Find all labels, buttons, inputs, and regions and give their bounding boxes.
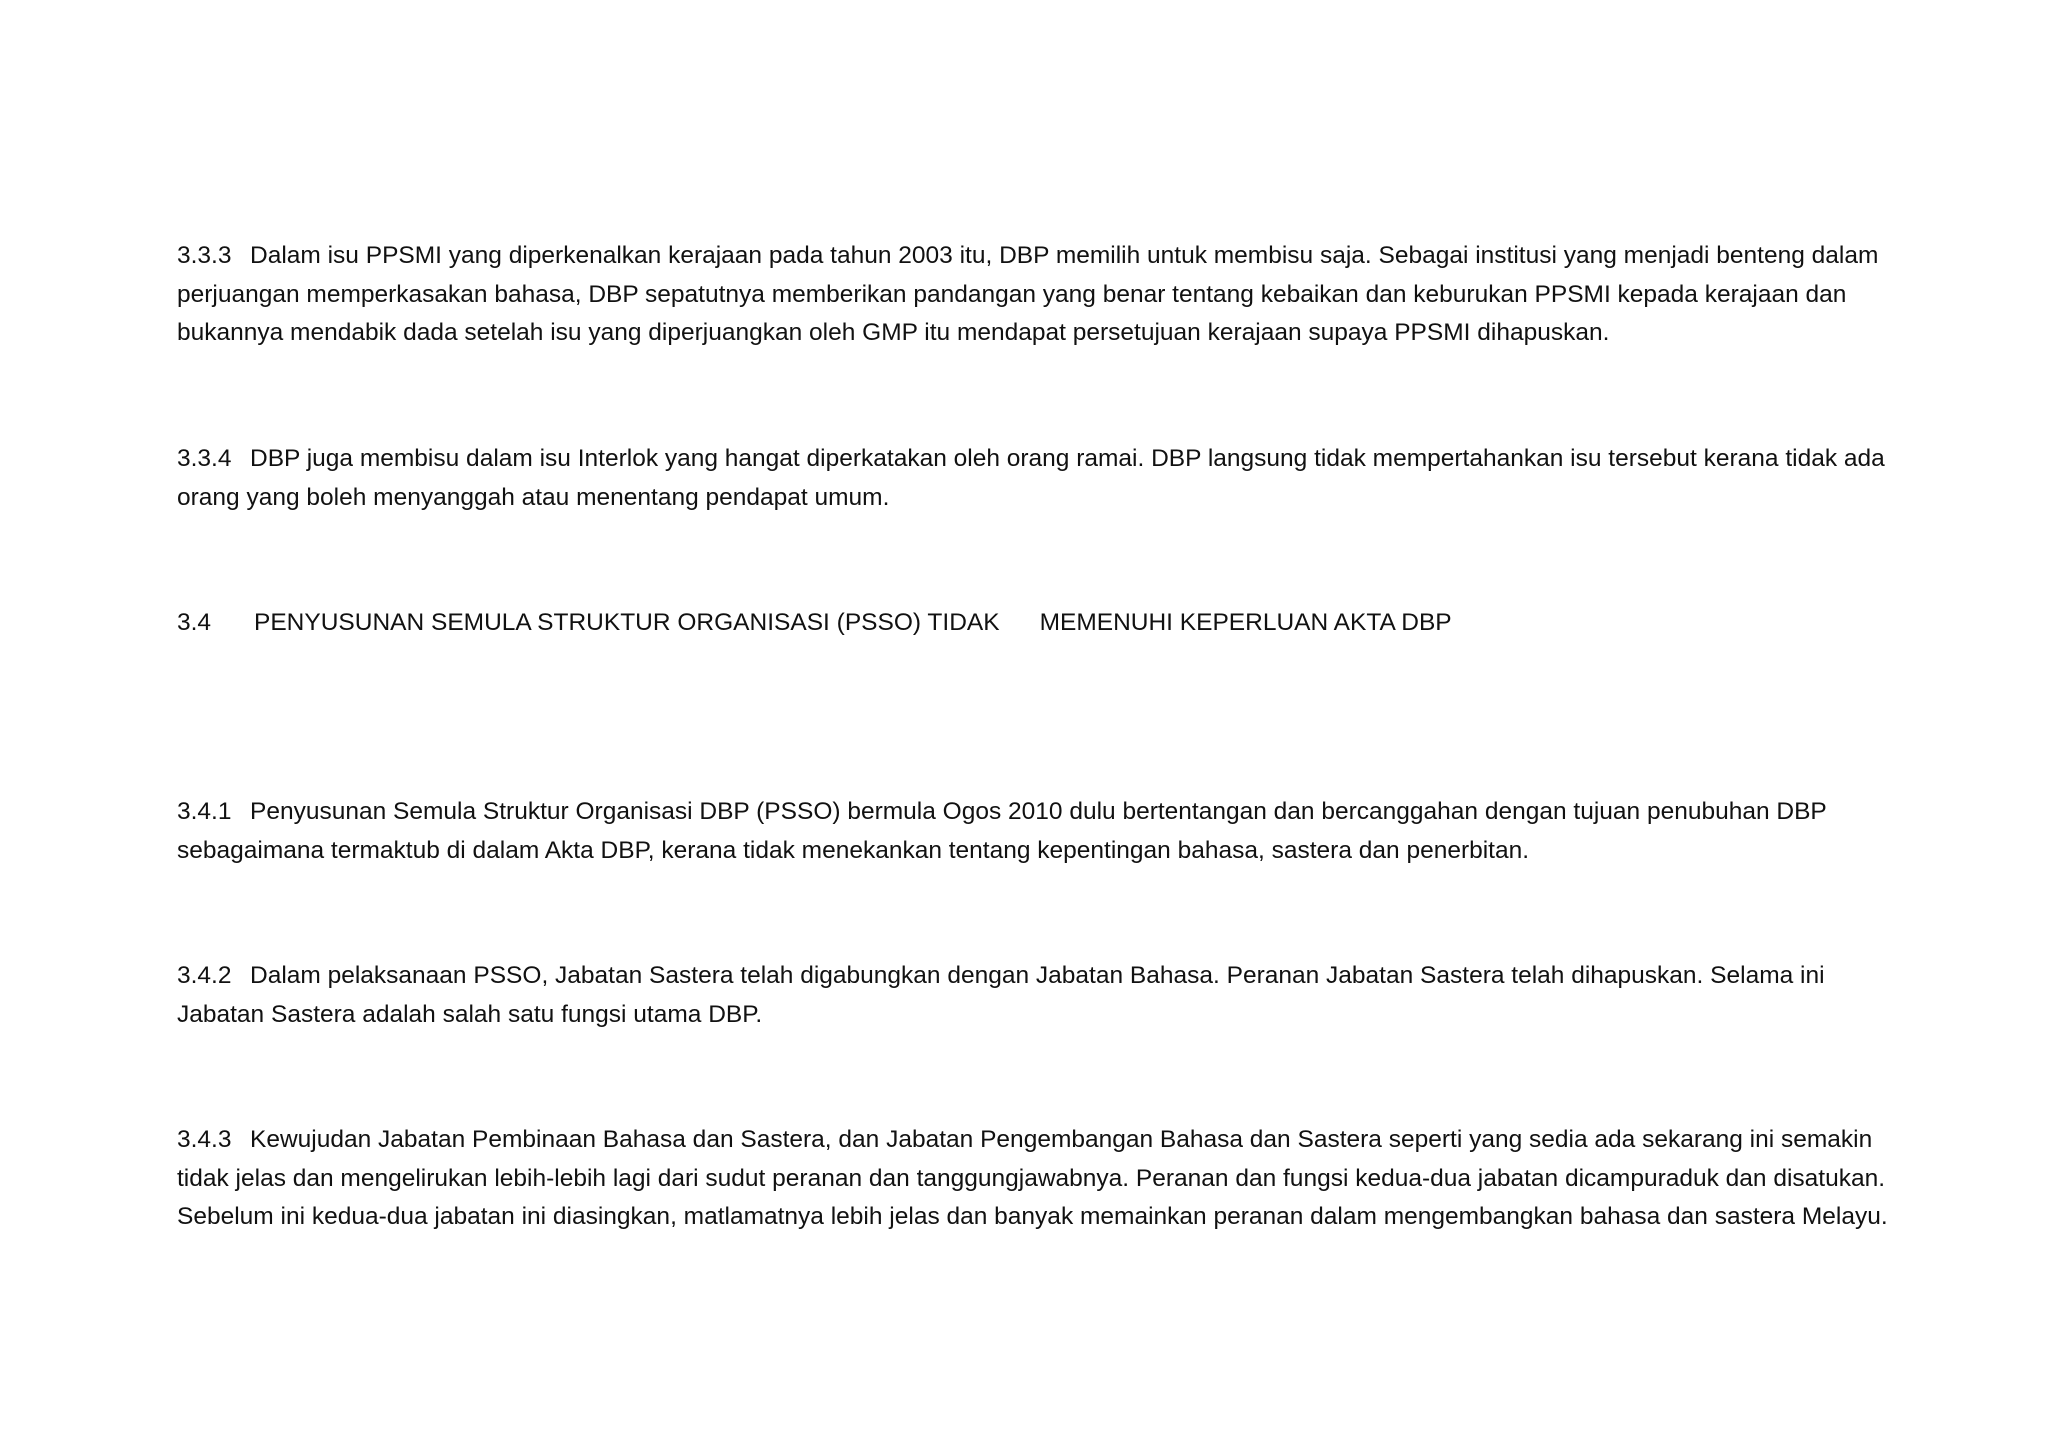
section-heading-3-4 bbox=[177, 604, 1452, 643]
paragraph-text: Dalam pelaksanaan PSSO, Jabatan Sastera telah digabungkan dengan Jabatan Bahasa. Peranan Jabatan Sastera telah dihapuskan. Selama ini Jabatan Sastera adalah salah satu fungsi utama DBP. bbox=[177, 962, 1825, 1028]
paragraph-number: 3.4.3 bbox=[177, 1126, 232, 1153]
paragraph-text: Kewujudan Jabatan Pembinaan Bahasa dan Sastera, dan Jabatan Pengembangan Bahasa dan Sastera seperti yang sedia ada sekarang ini semakin tidak jelas dan mengelirukan lebih-lebih lagi dari sudut peranan dan tanggungjawabnya. Peranan dan fungsi kedua-dua jabatan dicampuraduk dan disatukan. Sebelum ini kedua-dua jabatan ini diasingkan, matlamatnya lebih jelas dan banyak memainkan peranan dalam mengembangkan bahasa dan sastera Melayu. bbox=[177, 1126, 1888, 1230]
paragraph-number: 3.3.4 bbox=[177, 445, 232, 472]
paragraph-text: DBP juga membisu dalam isu Interlok yang hangat diperkatakan oleh orang ramai. DBP langsung tidak mempertahankan isu tersebut kerana tidak ada orang yang boleh menyanggah atau menentang pendapat umum. bbox=[177, 445, 1885, 511]
heading-text-part2: MEMENUHI KEPERLUAN AKTA DBP bbox=[1039, 609, 1452, 636]
heading-number: 3.4 bbox=[177, 609, 212, 636]
paragraph-3-3-3 bbox=[177, 237, 1897, 353]
paragraph-3-4-1 bbox=[177, 793, 1897, 870]
paragraph-number: 3.4.2 bbox=[177, 962, 232, 989]
paragraph-3-4-3 bbox=[177, 1121, 1897, 1237]
paragraph-3-3-4 bbox=[177, 440, 1897, 517]
paragraph-number: 3.3.3 bbox=[177, 242, 232, 269]
paragraph-number: 3.4.1 bbox=[177, 798, 232, 825]
paragraph-text: Dalam isu PPSMI yang diperkenalkan kerajaan pada tahun 2003 itu, DBP memilih untuk membisu saja. Sebagai institusi yang menjadi benteng dalam perjuangan memperkasakan bahasa, DBP sepatutnya memberikan pandangan yang benar tentang kebaikan dan keburukan PPSMI kepada kerajaan dan bukannya mendabik dada setelah isu yang diperjuangkan oleh GMP itu mendapat persetujuan kerajaan supaya PPSMI dihapuskan. bbox=[177, 242, 1879, 346]
paragraph-text: Penyusunan Semula Struktur Organisasi DBP (PSSO) bermula Ogos 2010 dulu bertentangan dan bercanggahan dengan tujuan penubuhan DBP sebagaimana termaktub di dalam Akta DBP, kerana tidak menekankan tentang kepentingan bahasa, sastera dan penerbitan. bbox=[177, 798, 1827, 864]
paragraph-3-4-2 bbox=[177, 957, 1897, 1034]
heading-text-part1: PENYUSUNAN SEMULA STRUKTUR ORGANISASI (PSSO) TIDAK bbox=[254, 609, 1000, 636]
